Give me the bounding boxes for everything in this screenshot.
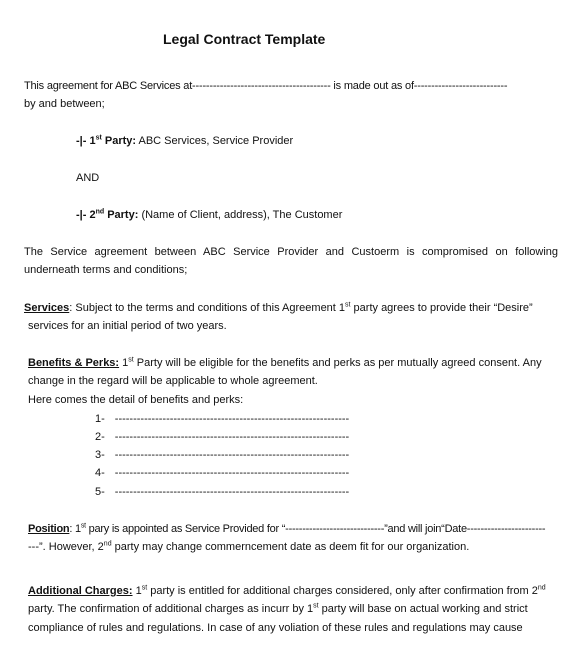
benefit-item-blank: ---------------------------------------------------------------- <box>114 486 350 498</box>
benefits-line-1 <box>28 357 542 370</box>
additional-text-b: party is entitled for additional charges considered, only after confirmation from 2 <box>147 585 538 597</box>
service-agreement-line-2: underneath terms and conditions; <box>24 264 188 276</box>
additional-text-c: party. The confirmation of additional charges as incurr by 1 <box>28 603 314 615</box>
benefits-line-2: change in the regard will be applicable to whole agreement. <box>28 375 318 387</box>
services-sup: st <box>345 301 351 309</box>
party-2-ordinal: nd <box>95 208 105 216</box>
position-sup-2: nd <box>103 540 112 548</box>
benefit-item-blank: ---------------------------------------------------------------- <box>114 449 350 461</box>
services-line-2: services for an initial period of two years. <box>28 320 227 332</box>
additional-line-1 <box>28 585 546 598</box>
services-heading: Services <box>24 302 70 314</box>
position-text-a: : 1 <box>69 523 81 535</box>
position-text-c: ---”. However, 2 <box>28 541 104 553</box>
party-2-label: Party: <box>104 209 139 221</box>
service-agreement-line-1: The Service agreement between ABC Service Provider and Custoerm is compromised on following <box>24 246 558 258</box>
party-1-ordinal: st <box>95 134 102 142</box>
additional-sup-3: st <box>313 602 319 610</box>
party-2 <box>76 209 342 222</box>
position-text-b: pary is appointed as Service Provided for “-----------------------------”and will join“Date----------------------- <box>85 523 546 535</box>
additional-line-2 <box>28 603 528 616</box>
intro-line-2: by and between; <box>24 98 105 110</box>
additional-sup-2: nd <box>537 584 546 592</box>
additional-line-3: compliance of rules and regulations. In case of any voliation of these rules and regulations may cause <box>28 622 523 634</box>
benefit-item-num: 2- <box>95 431 105 443</box>
services-text-b: party agrees to provide their “Desire” <box>350 302 533 314</box>
benefit-item-num: 3- <box>95 449 105 461</box>
position-heading: Position <box>28 523 70 535</box>
benefit-item-num: 5- <box>95 486 105 498</box>
position-line-2 <box>28 541 469 554</box>
benefits-heading: Benefits & Perks: <box>28 357 120 369</box>
party-1-prefix: -|- 1 <box>76 135 96 147</box>
additional-sup: st <box>141 584 148 592</box>
party-2-prefix: -|- 2 <box>76 209 96 221</box>
position-line-1 <box>28 523 545 536</box>
party-2-text: (Name of Client, address), The Customer <box>138 209 343 221</box>
benefit-item <box>95 467 349 480</box>
benefits-text-a: 1 <box>119 357 129 369</box>
additional-text-d: party will base on actual working and strict <box>318 603 528 615</box>
party-1-text: ABC Services, Service Provider <box>136 135 294 147</box>
benefit-item <box>95 449 349 462</box>
party-1-label: Party: <box>101 135 137 147</box>
benefit-item <box>95 413 349 426</box>
position-text-d: party may change commerncement date as deem fit for our organization. <box>111 541 470 553</box>
party-1 <box>76 135 293 148</box>
benefit-item <box>95 486 349 499</box>
position-sup: st <box>80 522 86 530</box>
additional-text-a: 1 <box>132 585 142 597</box>
page-title: Legal Contract Template <box>163 31 326 47</box>
benefit-item <box>95 431 349 444</box>
benefits-text-b: Party will be eligible for the benefits and perks as per mutually agreed consent. Any <box>133 357 542 369</box>
intro-line-1: This agreement for ABC Services at---------------------------------------- is made out as of--------------------------- <box>24 80 508 92</box>
benefit-item-blank: ---------------------------------------------------------------- <box>114 413 350 425</box>
benefit-item-num: 4- <box>95 467 105 479</box>
benefits-sup: st <box>128 356 134 364</box>
services-text-a: : Subject to the terms and conditions of this Agreement 1 <box>69 302 346 314</box>
additional-heading: Additional Charges: <box>28 585 133 597</box>
benefit-item-blank: ---------------------------------------------------------------- <box>114 431 350 443</box>
services-line-1 <box>24 302 533 315</box>
and-text: AND <box>76 172 100 184</box>
benefits-line-3: Here comes the detail of benefits and perks: <box>28 394 244 406</box>
benefit-item-blank: ---------------------------------------------------------------- <box>114 467 350 479</box>
benefit-item-num: 1- <box>95 413 105 425</box>
